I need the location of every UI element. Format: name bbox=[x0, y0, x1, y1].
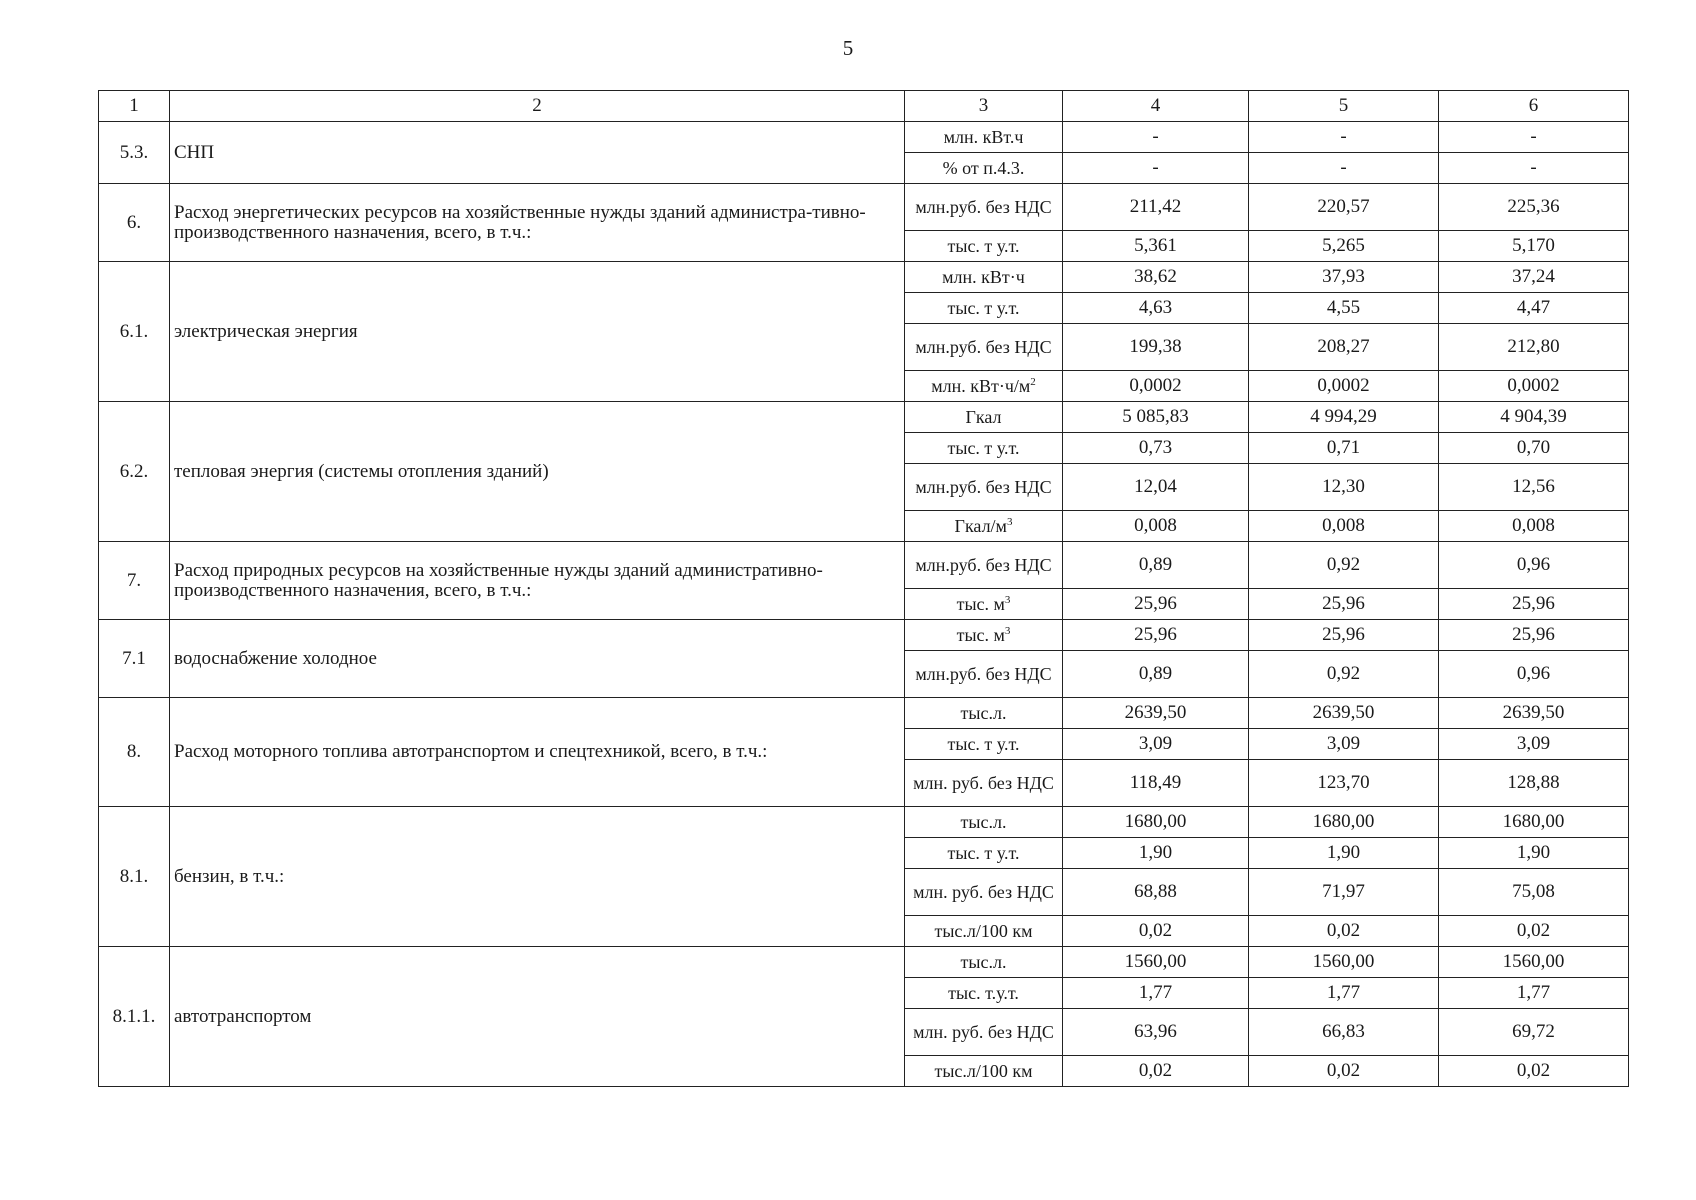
value-cell: 69,72 bbox=[1439, 1009, 1629, 1056]
unit-cell bbox=[905, 153, 1063, 184]
unit-text: тыс. т.у.т. bbox=[948, 983, 1019, 1003]
value-cell: 1,90 bbox=[1063, 838, 1249, 869]
value-cell: 71,97 bbox=[1249, 869, 1439, 916]
item-number: 5.3. bbox=[99, 122, 170, 184]
value-cell: 4 904,39 bbox=[1439, 402, 1629, 433]
unit-cell bbox=[905, 729, 1063, 760]
value-cell: 12,30 bbox=[1249, 464, 1439, 511]
value-cell: 38,62 bbox=[1063, 262, 1249, 293]
value-cell: 0,02 bbox=[1063, 1056, 1249, 1087]
item-number: 8.1.1. bbox=[99, 947, 170, 1087]
value-cell: 12,56 bbox=[1439, 464, 1629, 511]
value-cell: 5,265 bbox=[1249, 231, 1439, 262]
value-cell: 118,49 bbox=[1063, 760, 1249, 807]
value-cell: 220,57 bbox=[1249, 184, 1439, 231]
unit-text: % от п.4.3. bbox=[942, 158, 1025, 178]
table-row bbox=[99, 947, 1629, 978]
column-header: 4 bbox=[1063, 91, 1249, 122]
unit-text: млн.руб. без НДС bbox=[915, 555, 1052, 575]
value-cell: 128,88 bbox=[1439, 760, 1629, 807]
table-row bbox=[99, 184, 1629, 231]
value-cell: 0,008 bbox=[1439, 511, 1629, 542]
value-cell: 123,70 bbox=[1249, 760, 1439, 807]
table-row bbox=[99, 262, 1629, 293]
value-cell: 0,89 bbox=[1063, 651, 1249, 698]
unit-text: тыс. т у.т. bbox=[947, 843, 1020, 863]
unit-cell bbox=[905, 916, 1063, 947]
value-cell: 0,02 bbox=[1063, 916, 1249, 947]
value-cell: 0,008 bbox=[1063, 511, 1249, 542]
value-cell: 0,96 bbox=[1439, 542, 1629, 589]
value-cell: 25,96 bbox=[1063, 620, 1249, 651]
unit-text: Гкал/м bbox=[954, 516, 1007, 536]
unit-cell bbox=[905, 651, 1063, 698]
item-number: 8. bbox=[99, 698, 170, 807]
unit-cell bbox=[905, 589, 1063, 620]
unit-text: млн. руб. без НДС bbox=[913, 773, 1054, 793]
table-row bbox=[99, 620, 1629, 651]
value-cell: 0,0002 bbox=[1439, 371, 1629, 402]
value-cell: 2639,50 bbox=[1249, 698, 1439, 729]
page-number: 5 bbox=[842, 36, 854, 60]
unit-cell bbox=[905, 184, 1063, 231]
value-cell: 25,96 bbox=[1063, 589, 1249, 620]
data-table bbox=[98, 90, 1629, 1087]
item-description: Расход энергетических ресурсов на хозяйственные нужды зданий администра-тивно-производственного назначения, всего, в т.ч.: bbox=[170, 184, 905, 262]
unit-cell bbox=[905, 1056, 1063, 1087]
unit-text: тыс. м bbox=[956, 625, 1005, 645]
value-cell: 1,77 bbox=[1063, 978, 1249, 1009]
item-description: Расход моторного топлива автотранспортом и спецтехникой, всего, в т.ч.: bbox=[170, 698, 905, 807]
value-cell: - bbox=[1439, 153, 1629, 184]
item-number: 6. bbox=[99, 184, 170, 262]
value-cell: 4,63 bbox=[1063, 293, 1249, 324]
unit-text: млн.руб. без НДС bbox=[915, 664, 1052, 684]
value-cell: 3,09 bbox=[1249, 729, 1439, 760]
value-cell: 0,02 bbox=[1439, 916, 1629, 947]
item-number: 7.1 bbox=[99, 620, 170, 698]
value-cell: 208,27 bbox=[1249, 324, 1439, 371]
unit-cell bbox=[905, 542, 1063, 589]
unit-text: млн. кВт.ч bbox=[943, 127, 1024, 147]
value-cell: 199,38 bbox=[1063, 324, 1249, 371]
value-cell: 37,24 bbox=[1439, 262, 1629, 293]
item-description: водоснабжение холодное bbox=[170, 620, 905, 698]
unit-cell bbox=[905, 511, 1063, 542]
unit-cell bbox=[905, 464, 1063, 511]
value-cell: 0,96 bbox=[1439, 651, 1629, 698]
item-description: автотранспортом bbox=[170, 947, 905, 1087]
unit-cell bbox=[905, 620, 1063, 651]
unit-text: тыс.л. bbox=[960, 703, 1007, 723]
value-cell: - bbox=[1439, 122, 1629, 153]
unit-text: млн. руб. без НДС bbox=[913, 1022, 1054, 1042]
value-cell: - bbox=[1063, 153, 1249, 184]
value-cell: 1680,00 bbox=[1439, 807, 1629, 838]
item-description: Расход природных ресурсов на хозяйственные нужды зданий административно-производственного назначения, всего, в т.ч.: bbox=[170, 542, 905, 620]
column-header: 3 bbox=[905, 91, 1063, 122]
unit-text: тыс. т у.т. bbox=[947, 298, 1020, 318]
value-cell: 68,88 bbox=[1063, 869, 1249, 916]
table-row bbox=[99, 698, 1629, 729]
unit-cell bbox=[905, 807, 1063, 838]
column-header: 2 bbox=[170, 91, 905, 122]
value-cell: 3,09 bbox=[1063, 729, 1249, 760]
unit-text: тыс.л. bbox=[960, 812, 1007, 832]
unit-cell bbox=[905, 978, 1063, 1009]
column-header: 5 bbox=[1249, 91, 1439, 122]
value-cell: 5,170 bbox=[1439, 231, 1629, 262]
value-cell: - bbox=[1063, 122, 1249, 153]
value-cell: 0,0002 bbox=[1063, 371, 1249, 402]
unit-text: тыс. т у.т. bbox=[947, 438, 1020, 458]
value-cell: 25,96 bbox=[1439, 589, 1629, 620]
table-row bbox=[99, 807, 1629, 838]
value-cell: 211,42 bbox=[1063, 184, 1249, 231]
item-number: 6.1. bbox=[99, 262, 170, 402]
value-cell: - bbox=[1249, 153, 1439, 184]
value-cell: 1680,00 bbox=[1063, 807, 1249, 838]
unit-text: тыс.л. bbox=[960, 952, 1007, 972]
unit-superscript: 2 bbox=[1030, 376, 1036, 388]
unit-superscript: 3 bbox=[1004, 594, 1011, 606]
value-cell: 0,92 bbox=[1249, 651, 1439, 698]
value-cell: 2639,50 bbox=[1063, 698, 1249, 729]
unit-text: Гкал bbox=[965, 407, 1002, 427]
value-cell: 25,96 bbox=[1249, 620, 1439, 651]
value-cell: 212,80 bbox=[1439, 324, 1629, 371]
column-header: 6 bbox=[1439, 91, 1629, 122]
value-cell: 4,47 bbox=[1439, 293, 1629, 324]
value-cell: 25,96 bbox=[1249, 589, 1439, 620]
value-cell: 5 085,83 bbox=[1063, 402, 1249, 433]
value-cell: 0,92 bbox=[1249, 542, 1439, 589]
table-row bbox=[99, 402, 1629, 433]
value-cell: 66,83 bbox=[1249, 1009, 1439, 1056]
value-cell: 5,361 bbox=[1063, 231, 1249, 262]
item-description: тепловая энергия (системы отопления зданий) bbox=[170, 402, 905, 542]
unit-cell bbox=[905, 122, 1063, 153]
value-cell: 1,90 bbox=[1439, 838, 1629, 869]
value-cell: 0,02 bbox=[1249, 1056, 1439, 1087]
value-cell: 4 994,29 bbox=[1249, 402, 1439, 433]
value-cell: 225,36 bbox=[1439, 184, 1629, 231]
unit-cell bbox=[905, 1009, 1063, 1056]
unit-text: тыс. т у.т. bbox=[947, 734, 1020, 754]
item-description: электрическая энергия bbox=[170, 262, 905, 402]
value-cell: 0,008 bbox=[1249, 511, 1439, 542]
table-row bbox=[99, 122, 1629, 153]
unit-superscript: 3 bbox=[1006, 516, 1013, 528]
unit-text: млн.руб. без НДС bbox=[915, 337, 1052, 357]
value-cell: 0,73 bbox=[1063, 433, 1249, 464]
unit-text: млн. кВт·ч bbox=[942, 267, 1025, 287]
value-cell: 1,77 bbox=[1249, 978, 1439, 1009]
item-number: 7. bbox=[99, 542, 170, 620]
unit-cell bbox=[905, 231, 1063, 262]
item-description: СНП bbox=[170, 122, 905, 184]
item-description: бензин, в т.ч.: bbox=[170, 807, 905, 947]
unit-cell bbox=[905, 371, 1063, 402]
value-cell: 0,0002 bbox=[1249, 371, 1439, 402]
unit-text: тыс. м bbox=[956, 594, 1005, 614]
value-cell: 37,93 bbox=[1249, 262, 1439, 293]
value-cell: 1,77 bbox=[1439, 978, 1629, 1009]
unit-text: тыс.л/100 км bbox=[934, 921, 1033, 941]
value-cell: 1680,00 bbox=[1249, 807, 1439, 838]
value-cell: 63,96 bbox=[1063, 1009, 1249, 1056]
unit-cell bbox=[905, 324, 1063, 371]
column-header: 1 bbox=[99, 91, 170, 122]
value-cell: 12,04 bbox=[1063, 464, 1249, 511]
value-cell: 2639,50 bbox=[1439, 698, 1629, 729]
value-cell: - bbox=[1249, 122, 1439, 153]
header-row bbox=[99, 91, 1629, 122]
unit-text: млн. кВт·ч/м bbox=[931, 376, 1031, 396]
unit-cell bbox=[905, 402, 1063, 433]
value-cell: 75,08 bbox=[1439, 869, 1629, 916]
value-cell: 4,55 bbox=[1249, 293, 1439, 324]
unit-text: тыс. т у.т. bbox=[947, 236, 1020, 256]
unit-cell bbox=[905, 869, 1063, 916]
table-row bbox=[99, 542, 1629, 589]
unit-text: млн.руб. без НДС bbox=[915, 197, 1052, 217]
unit-text: млн. руб. без НДС bbox=[913, 882, 1054, 902]
value-cell: 0,02 bbox=[1439, 1056, 1629, 1087]
item-number: 8.1. bbox=[99, 807, 170, 947]
unit-cell bbox=[905, 760, 1063, 807]
unit-cell bbox=[905, 947, 1063, 978]
value-cell: 0,89 bbox=[1063, 542, 1249, 589]
unit-text: тыс.л/100 км bbox=[934, 1061, 1033, 1081]
value-cell: 3,09 bbox=[1439, 729, 1629, 760]
unit-cell bbox=[905, 293, 1063, 324]
value-cell: 1,90 bbox=[1249, 838, 1439, 869]
unit-cell bbox=[905, 698, 1063, 729]
value-cell: 1560,00 bbox=[1063, 947, 1249, 978]
value-cell: 1560,00 bbox=[1439, 947, 1629, 978]
table-body bbox=[99, 122, 1629, 1087]
item-number: 6.2. bbox=[99, 402, 170, 542]
unit-cell bbox=[905, 838, 1063, 869]
value-cell: 0,02 bbox=[1249, 916, 1439, 947]
value-cell: 0,71 bbox=[1249, 433, 1439, 464]
unit-superscript: 3 bbox=[1004, 625, 1011, 637]
value-cell: 25,96 bbox=[1439, 620, 1629, 651]
value-cell: 1560,00 bbox=[1249, 947, 1439, 978]
value-cell: 0,70 bbox=[1439, 433, 1629, 464]
unit-text: млн.руб. без НДС bbox=[915, 477, 1052, 497]
unit-cell bbox=[905, 433, 1063, 464]
unit-cell bbox=[905, 262, 1063, 293]
